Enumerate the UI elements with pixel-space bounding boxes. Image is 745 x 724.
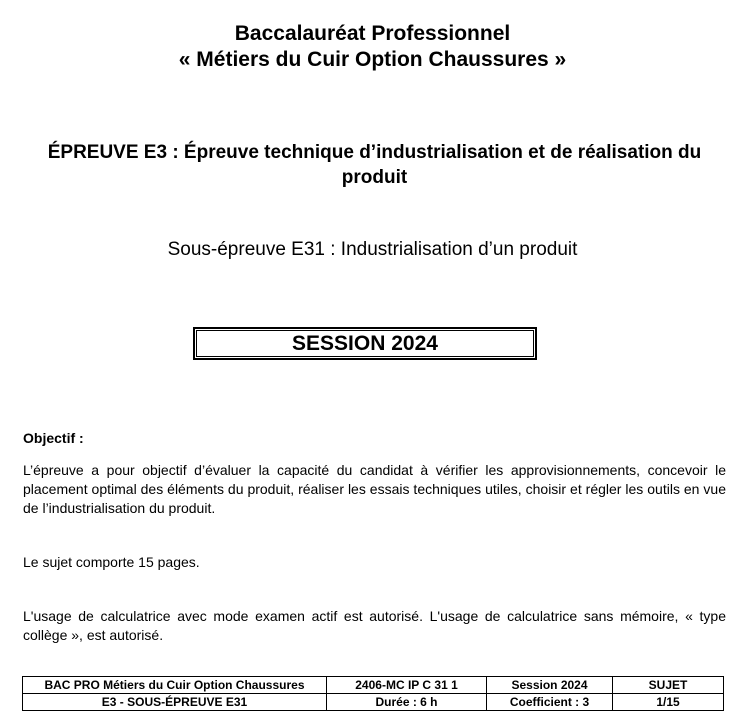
footer-row	[23, 694, 724, 711]
session-label: SESSION 2024	[292, 332, 438, 355]
objectif-heading: Objectif :	[23, 430, 84, 446]
page-count-note: Le sujet comporte 15 pages.	[23, 554, 200, 570]
footer-table	[22, 676, 724, 711]
footer-cell-page-number: 1/15	[613, 694, 724, 711]
footer-row	[23, 677, 724, 694]
exam-title: ÉPREUVE E3 : Épreuve technique d’industrialisation et de réalisation du produit	[47, 142, 702, 188]
session-box	[193, 327, 537, 360]
calculator-note: L'usage de calculatrice avec mode examen actif est autorisé. L'usage de calculatrice sans mémoire, « type collège », est autorisé.	[23, 608, 726, 643]
exam-subtitle: Sous-épreuve E31 : Industrialisation d’un produit	[167, 239, 578, 260]
footer-cell-exam: E3 - SOUS-ÉPREUVE E31	[23, 694, 327, 711]
footer-cell-session: Session 2024	[487, 677, 613, 694]
footer-cell-code: 2406-MC IP C 31 1	[327, 677, 487, 694]
footer-cell-duration: Durée : 6 h	[327, 694, 487, 711]
footer-cell-coefficient: Coefficient : 3	[487, 694, 613, 711]
document-title-line-1: Baccalauréat Professionnel	[234, 22, 511, 45]
footer-cell-type: SUJET	[613, 677, 724, 694]
objectif-paragraph: L’épreuve a pour objectif d’évaluer la capacité du candidat à vérifier les approvisionnements, concevoir le placement optimal des éléments du produit, réaliser les essais techniques utiles, choisir et régler les outils en vue de l’industrialisation du produit.	[23, 462, 726, 516]
document-title-line-2: « Métiers du Cuir Option Chaussures »	[178, 48, 567, 71]
footer-cell-diploma: BAC PRO Métiers du Cuir Option Chaussures	[23, 677, 327, 694]
